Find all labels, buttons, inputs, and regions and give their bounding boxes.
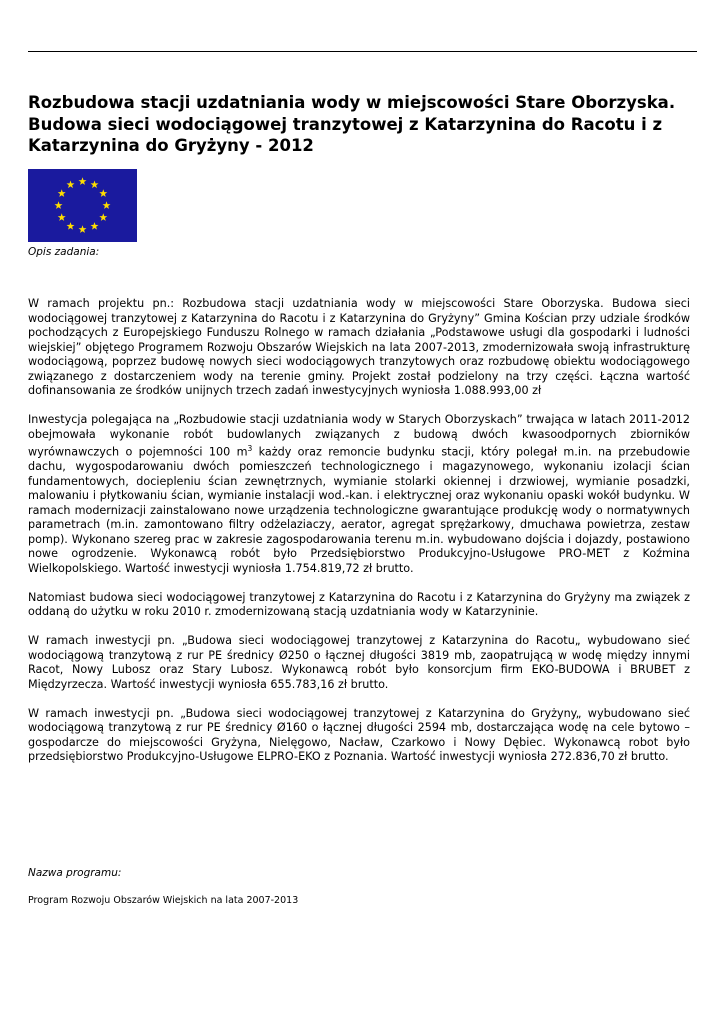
paragraph-project-summary: W ramach projektu pn.: Rozbudowa stacji uzdatniania wody w miejscowości Stare Oborzyska. Budowa sieci wodociągowej tranzytowej z Katarzynina do Racotu i z Katarzynina do Gryżyny” Gmina Kościan przy udziale środków pochodzących z Europejskiego Funduszu Rolnego w ramach działania „Podstawowe usługi dla gospodarki i ludności wiejskiej” objętego Programem Rozwoju Obszarów Wiejskich na lata 2007-2013, zmodernizowała swoją infrastrukturę wodociągową, poprzez budowę nowych sieci wodociągowych tranzytowych oraz rozbudowę obiektu wodociągowego związanego z dostarczeniem wody na terenie gminy. Projekt został podzielony na trzy części. Łączna wartość dofinansowania ze środków unijnych trzech zadań inwestycyjnych wyniosła 1.088.993,00 zł xyxy=(28,297,690,397)
superscript-cubic: 3 xyxy=(247,444,253,453)
paragraph-racot-network: W ramach inwestycji pn. „Budowa sieci wodociągowej tranzytowej z Katarzynina do Racotu„ wybudowano sieć wodociągową tranzytową z rur PE średnicy Ø250 o łącznej długości 3819 mb, zaopatrującą w wodę między innymi Racot, Nowy Lubosz oraz Stary Lubosz. Wykonawcą robót było konsorcjum firm EKO-BUDOWA i BRUBET z Międzyrzecza. Wartość inwestycji wyniosła 655.783,16 zł brutto. xyxy=(28,634,690,691)
paragraph-station-text-a: Inwestycja polegająca na „Rozbudowie stacji uzdatniania wody w Starych Oborzyskach” trwająca w latach 2011-2012 obejmowała wykonanie robót budowlanych związanych z budową dwóch kwasoodpornych zbiorników wyrównawczych o pojemności 100 m xyxy=(28,413,690,459)
top-divider xyxy=(28,51,697,52)
eu-flag-icon xyxy=(28,169,137,242)
paragraph-station-text-b: każdy oraz remoncie budynku stacji, który polegał m.in. na przebudowie dachu, wygospodarowaniu dwóch pomieszczeń technologicznego i magazynowego, wykonaniu izolacji ścian fundamentowych, dociepleniu ścian zewnętrznych, wymianie stolarki okiennej i drzwiowej, wymianie posadzki, malowaniu i płytkowaniu ścian, wymianie instalacji wod.-kan. i elektrycznej oraz wykonaniu opaski wokół budynku. W ramach modernizacji zainstalowano nowe urządzenia technologiczne gwarantujące produkcję wody o normatywnych parametrach (m.in. zamontowano filtry odżelaziaczy, aerator, agregat sprężarkowy, dmuchawa powietrza, zestaw pomp). Wykonano szereg prac w zakresie zagospodarowania terenu m.in. wybudowano dojścia i dojazdy, postawiono nowe ogrodzenie. Wykonawcą robót było Przedsiębiorstwo Produkcyjno-Usługowe PRO-MET z Koźmina Wielkopolskiego. Wartość inwestycji wyniosła 1.754.819,72 zł brutto. xyxy=(28,445,691,575)
description-label: Opis zadania: xyxy=(28,246,100,258)
description-body xyxy=(28,297,690,779)
program-label: Nazwa programu: xyxy=(28,867,122,879)
page-title: Rozbudowa stacji uzdatniania wody w miejscowości Stare Oborzyska. Budowa sieci wodociągowej tranzytowej z Katarzynina do Racotu i z Katarzynina do Gryżyny - 2012 xyxy=(28,93,676,155)
program-name: Program Rozwoju Obszarów Wiejskich na lata 2007-2013 xyxy=(28,895,299,906)
paragraph-gryzyna-network: W ramach inwestycji pn. „Budowa sieci wodociągowej tranzytowej z Katarzynina do Gryżyny„ wybudowano sieć wodociągową tranzytową z rur PE średnicy Ø160 o łącznej długości 2594 mb, dostarczająca wodę na cele bytowo – gospodarcze do miejscowości Gryżyna, Nielęgowo, Nacław, Czarkowo i Nowy Dębiec. Wykonawcą robot było przedsiębiorstwo Produkcyjno-Usługowe ELPRO-EKO z Poznania. Wartość inwestycji wyniosła 272.836,70 zł brutto. xyxy=(28,706,690,764)
paragraph-station-expansion xyxy=(28,413,690,576)
paragraph-network-intro: Natomiast budowa sieci wodociągowej tranzytowej z Katarzynina do Racotu i z Katarzynina do Gryżyny ma związek z oddaną do użytku w roku 2010 r. zmodernizowaną stacją uzdatniania wody w Katarzyninie. xyxy=(28,590,690,619)
